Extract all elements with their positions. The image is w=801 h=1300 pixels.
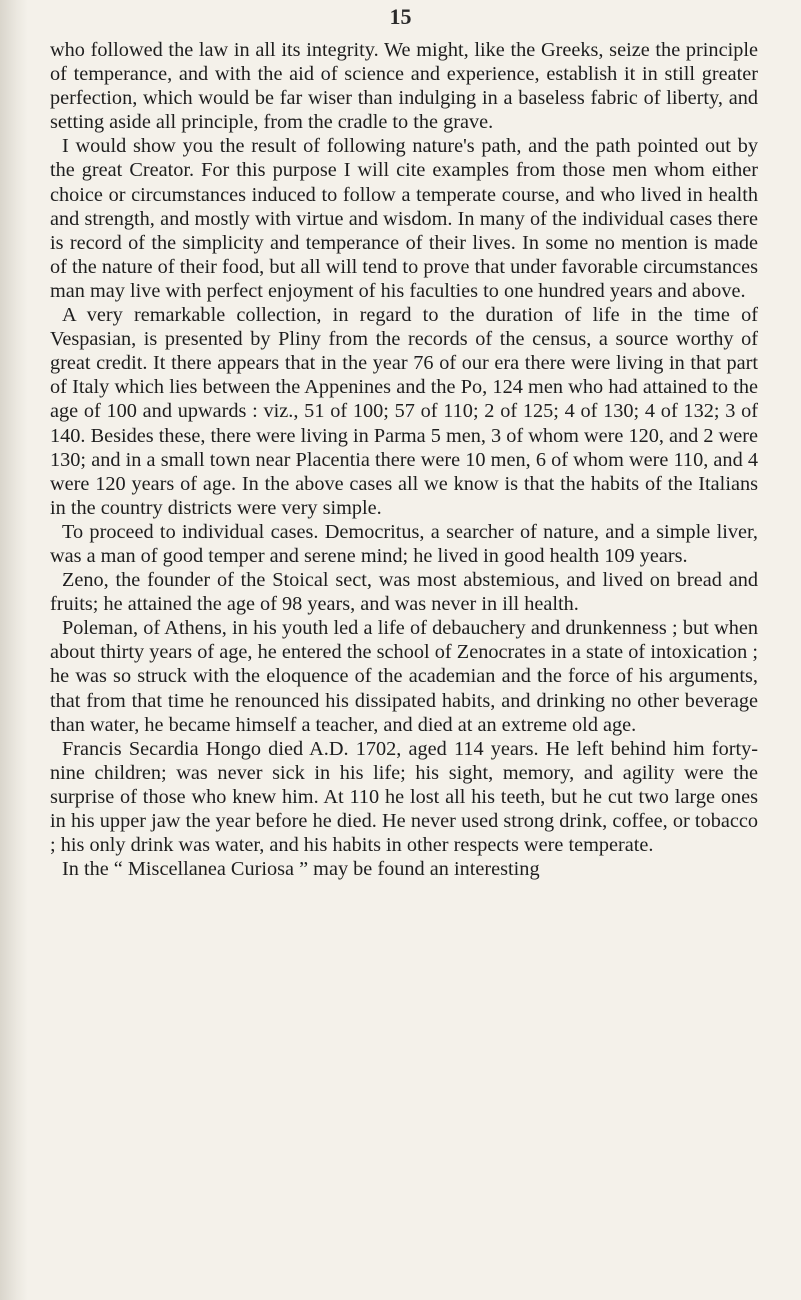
paragraph-nature-path: I would show you the result of following nature's path, and the path pointed out by the great Creator. For this purpose I will cite examples from those men whom either choice or circumstances induced to follow a temperate course, and who lived in health and strength, and mostly with virtue and wisdom. In many of the individual cases there is record of the simplicity and temperance of their lives. In some no mention is made of the nature of their food, but all will tend to prove that under favorable circumstances man may live with perfect enjoyment of his faculties to one hundred years and above. bbox=[50, 135, 758, 302]
paragraph-vespasian-census: A very remarkable collection, in regard to the duration of life in the time of Vespasian, is presented by Pliny from the records of the census, a source worthy of great credit. It there appears that in the year 76 of our era there were living in that part of Italy which lies between the Appenines and the Po, 124 men who had attained to the age of 100 and upwards : viz., 51 of 100; 57 of 110; 2 of 125; 4 of 130; 4 of 132; 3 of 140. Besides these, there were living in Parma 5 men, 3 of whom were 120, and 2 were 130; and in a small town near Placentia there were 10 men, 6 of whom were 110, and 4 were 120 years of age. In the above cases all we know is that the habits of the Italians in the country districts were very simple. bbox=[50, 304, 758, 519]
page-number: 15 bbox=[389, 4, 412, 29]
spine-shadow bbox=[0, 0, 28, 1300]
paragraph-secardia-hongo: Francis Secardia Hongo died A.D. 1702, aged 114 years. He left behind him forty-nine children; was never sick in his life; his sight, memory, and agility were the surprise of those who knew him. At 110 he lost all his teeth, but he cut two large ones in his upper jaw the year before he died. He never used strong drink, coffee, or tobacco ; his only drink was water, and his habits in other respects were temperate. bbox=[50, 737, 758, 857]
paragraph-zeno: Zeno, the founder of the Stoical sect, was most abstemious, and lived on bread and fruits; he attained the age of 98 years, and was never in ill health. bbox=[50, 569, 758, 616]
paragraph-democritus: To proceed to individual cases. Democritus, a searcher of nature, and a simple liver, was a man of good temper and serene mind; he lived in good health 109 years. bbox=[50, 520, 758, 567]
paragraph-miscellanea: In the “ Miscellanea Curiosa ” may be found an interesting bbox=[62, 858, 540, 881]
page-text bbox=[50, 38, 758, 881]
paragraph-continuation: who followed the law in all its integrity. We might, like the Greeks, seize the principle of temperance, and with the aid of science and experience, establish it in still greater perfection, which would be far wiser than indulging in a baseless fabric of liberty, and setting aside all principle, from the cradle to the grave. bbox=[50, 39, 758, 134]
paragraph-poleman: Poleman, of Athens, in his youth led a life of debauchery and drunkenness ; but when about thirty years of age, he entered the school of Zenocrates in a state of intoxication ; he was so struck with the eloquence of the academian and the force of his arguments, that from that time he renounced his dissipated habits, and drinking no other beverage than water, he became himself a teacher, and died at an extreme old age. bbox=[50, 617, 758, 736]
